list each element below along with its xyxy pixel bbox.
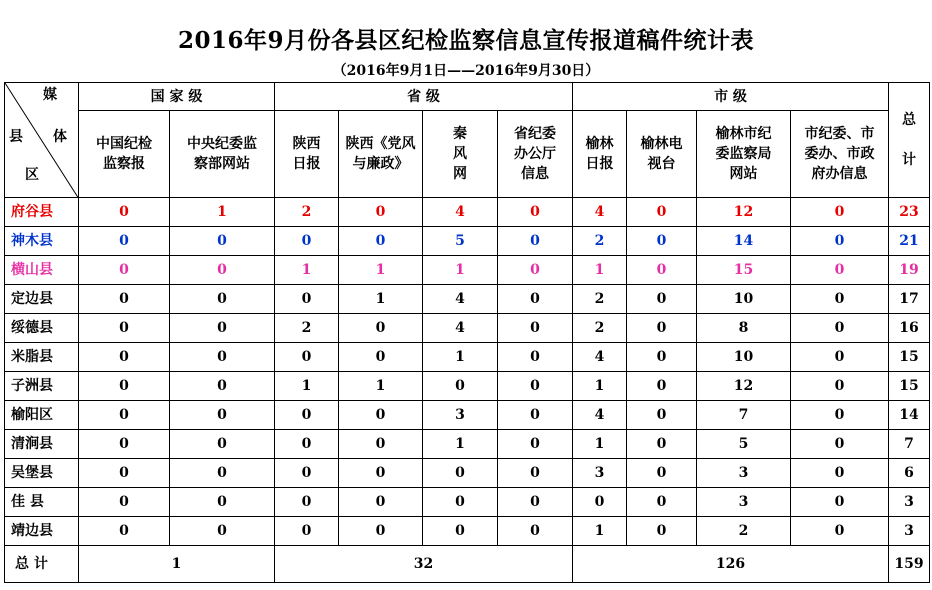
group-national: 国 家 级 bbox=[79, 83, 275, 111]
count-cell: 0 bbox=[627, 430, 697, 459]
count-cell: 3 bbox=[423, 401, 498, 430]
count-cell: 0 bbox=[498, 517, 573, 546]
count-cell: 2 bbox=[697, 517, 791, 546]
count-cell: 1 bbox=[573, 372, 627, 401]
table-row bbox=[5, 256, 930, 285]
count-cell: 4 bbox=[423, 285, 498, 314]
count-cell: 0 bbox=[791, 198, 889, 227]
row-total-cell: 15 bbox=[889, 343, 930, 372]
table-row bbox=[5, 198, 930, 227]
count-cell: 0 bbox=[170, 314, 275, 343]
table-row bbox=[5, 314, 930, 343]
statistics-table bbox=[4, 82, 930, 583]
count-cell: 0 bbox=[339, 314, 423, 343]
row-total-cell: 3 bbox=[889, 517, 930, 546]
count-cell: 0 bbox=[275, 430, 339, 459]
count-cell: 0 bbox=[423, 372, 498, 401]
count-cell: 0 bbox=[339, 343, 423, 372]
count-cell: 0 bbox=[627, 488, 697, 517]
count-cell: 0 bbox=[627, 343, 697, 372]
media-header-5: 省纪委 办公厅 信息 bbox=[498, 111, 573, 198]
corner-label-media-1: 媒 bbox=[43, 87, 57, 103]
count-cell: 14 bbox=[697, 227, 791, 256]
count-cell: 4 bbox=[423, 314, 498, 343]
row-total-cell: 7 bbox=[889, 430, 930, 459]
county-name: 米脂县 bbox=[5, 343, 79, 372]
count-cell: 0 bbox=[627, 256, 697, 285]
total-provincial: 32 bbox=[275, 546, 573, 583]
count-cell: 0 bbox=[498, 401, 573, 430]
count-cell: 0 bbox=[627, 227, 697, 256]
count-cell: 0 bbox=[170, 401, 275, 430]
count-cell: 0 bbox=[275, 285, 339, 314]
table-row bbox=[5, 372, 930, 401]
count-cell: 0 bbox=[791, 401, 889, 430]
count-cell: 12 bbox=[697, 198, 791, 227]
count-cell: 12 bbox=[697, 372, 791, 401]
county-name: 榆阳区 bbox=[5, 401, 79, 430]
county-name: 清涧县 bbox=[5, 430, 79, 459]
count-cell: 0 bbox=[275, 401, 339, 430]
row-total-cell: 21 bbox=[889, 227, 930, 256]
media-header-7: 榆林电 视台 bbox=[627, 111, 697, 198]
table-row bbox=[5, 343, 930, 372]
media-header-1: 中央纪委监 察部网站 bbox=[170, 111, 275, 198]
count-cell: 2 bbox=[573, 227, 627, 256]
count-cell: 0 bbox=[79, 198, 170, 227]
count-cell: 0 bbox=[627, 285, 697, 314]
count-cell: 10 bbox=[697, 285, 791, 314]
count-cell: 0 bbox=[423, 459, 498, 488]
count-cell: 0 bbox=[170, 343, 275, 372]
count-cell: 0 bbox=[423, 488, 498, 517]
count-cell: 1 bbox=[573, 430, 627, 459]
row-total-cell: 6 bbox=[889, 459, 930, 488]
table-row bbox=[5, 430, 930, 459]
count-cell: 2 bbox=[275, 314, 339, 343]
table-row bbox=[5, 517, 930, 546]
row-total-cell: 3 bbox=[889, 488, 930, 517]
count-cell: 3 bbox=[697, 459, 791, 488]
count-cell: 2 bbox=[275, 198, 339, 227]
media-header-9: 市纪委、市 委办、市政 府办信息 bbox=[791, 111, 889, 198]
table-row bbox=[5, 488, 930, 517]
count-cell: 0 bbox=[498, 198, 573, 227]
count-cell: 0 bbox=[791, 285, 889, 314]
count-cell: 0 bbox=[275, 488, 339, 517]
count-cell: 2 bbox=[573, 314, 627, 343]
count-cell: 0 bbox=[498, 227, 573, 256]
count-cell: 0 bbox=[498, 343, 573, 372]
county-name: 横山县 bbox=[5, 256, 79, 285]
page-title: 2016年9月份各县区纪检监察信息宣传报道稿件统计表 bbox=[177, 27, 755, 54]
row-total-cell: 19 bbox=[889, 256, 930, 285]
count-cell: 0 bbox=[79, 517, 170, 546]
count-cell: 1 bbox=[275, 256, 339, 285]
count-cell: 0 bbox=[170, 459, 275, 488]
header-corner-cell bbox=[5, 83, 79, 198]
count-cell: 0 bbox=[79, 488, 170, 517]
count-cell: 15 bbox=[697, 256, 791, 285]
count-cell: 0 bbox=[79, 401, 170, 430]
group-total: 总 计 bbox=[889, 83, 930, 198]
count-cell: 4 bbox=[573, 198, 627, 227]
corner-label-county-1: 县 bbox=[9, 129, 23, 145]
count-cell: 0 bbox=[627, 459, 697, 488]
count-cell: 0 bbox=[791, 372, 889, 401]
count-cell: 0 bbox=[170, 256, 275, 285]
media-header-4: 秦 风 网 bbox=[423, 111, 498, 198]
count-cell: 0 bbox=[79, 227, 170, 256]
count-cell: 0 bbox=[339, 430, 423, 459]
count-cell: 0 bbox=[627, 314, 697, 343]
count-cell: 0 bbox=[339, 401, 423, 430]
count-cell: 0 bbox=[170, 517, 275, 546]
media-header-6: 榆林 日报 bbox=[573, 111, 627, 198]
count-cell: 0 bbox=[339, 459, 423, 488]
count-cell: 0 bbox=[791, 430, 889, 459]
corner-label-county-2: 区 bbox=[25, 167, 39, 183]
county-name: 绥德县 bbox=[5, 314, 79, 343]
count-cell: 8 bbox=[697, 314, 791, 343]
count-cell: 1 bbox=[573, 256, 627, 285]
count-cell: 0 bbox=[791, 517, 889, 546]
row-total-cell: 14 bbox=[889, 401, 930, 430]
count-cell: 1 bbox=[275, 372, 339, 401]
count-cell: 0 bbox=[627, 372, 697, 401]
count-cell: 0 bbox=[498, 459, 573, 488]
count-cell: 0 bbox=[498, 372, 573, 401]
count-cell: 0 bbox=[627, 517, 697, 546]
county-name: 佳 县 bbox=[5, 488, 79, 517]
count-cell: 0 bbox=[791, 488, 889, 517]
count-cell: 0 bbox=[79, 372, 170, 401]
count-cell: 0 bbox=[170, 227, 275, 256]
corner-label-media-2: 体 bbox=[53, 129, 67, 145]
table-row bbox=[5, 285, 930, 314]
media-header-2: 陕西 日报 bbox=[275, 111, 339, 198]
count-cell: 0 bbox=[170, 285, 275, 314]
county-name: 府谷县 bbox=[5, 198, 79, 227]
count-cell: 3 bbox=[573, 459, 627, 488]
count-cell: 3 bbox=[697, 488, 791, 517]
table-row bbox=[5, 227, 930, 256]
row-total-cell: 17 bbox=[889, 285, 930, 314]
count-cell: 1 bbox=[573, 517, 627, 546]
count-cell: 0 bbox=[339, 488, 423, 517]
county-name: 定边县 bbox=[5, 285, 79, 314]
count-cell: 7 bbox=[697, 401, 791, 430]
county-name: 靖边县 bbox=[5, 517, 79, 546]
group-city: 市 级 bbox=[573, 83, 889, 111]
count-cell: 0 bbox=[275, 227, 339, 256]
count-cell: 0 bbox=[498, 314, 573, 343]
count-cell: 1 bbox=[423, 343, 498, 372]
count-cell: 1 bbox=[423, 256, 498, 285]
table-row bbox=[5, 459, 930, 488]
count-cell: 0 bbox=[791, 256, 889, 285]
totals-row bbox=[5, 546, 930, 583]
count-cell: 1 bbox=[423, 430, 498, 459]
count-cell: 0 bbox=[79, 430, 170, 459]
count-cell: 0 bbox=[170, 488, 275, 517]
count-cell: 0 bbox=[275, 459, 339, 488]
count-cell: 1 bbox=[339, 256, 423, 285]
count-cell: 0 bbox=[627, 198, 697, 227]
date-range-subtitle: （2016年9月1日——2016年9月30日） bbox=[332, 63, 600, 79]
count-cell: 0 bbox=[627, 401, 697, 430]
count-cell: 0 bbox=[79, 256, 170, 285]
row-total-cell: 15 bbox=[889, 372, 930, 401]
count-cell: 0 bbox=[79, 314, 170, 343]
totals-label: 总 计 bbox=[5, 546, 79, 583]
county-name: 子洲县 bbox=[5, 372, 79, 401]
count-cell: 0 bbox=[79, 459, 170, 488]
count-cell: 1 bbox=[339, 372, 423, 401]
count-cell: 0 bbox=[79, 343, 170, 372]
media-header-8: 榆林市纪 委监察局 网站 bbox=[697, 111, 791, 198]
count-cell: 1 bbox=[339, 285, 423, 314]
count-cell: 0 bbox=[170, 372, 275, 401]
count-cell: 0 bbox=[573, 488, 627, 517]
count-cell: 0 bbox=[791, 459, 889, 488]
group-provincial: 省 级 bbox=[275, 83, 573, 111]
count-cell: 0 bbox=[275, 517, 339, 546]
count-cell: 4 bbox=[573, 343, 627, 372]
count-cell: 1 bbox=[170, 198, 275, 227]
count-cell: 0 bbox=[79, 285, 170, 314]
count-cell: 0 bbox=[498, 285, 573, 314]
row-total-cell: 23 bbox=[889, 198, 930, 227]
count-cell: 0 bbox=[498, 488, 573, 517]
total-city: 126 bbox=[573, 546, 889, 583]
total-grand: 159 bbox=[889, 546, 930, 583]
county-name: 吴堡县 bbox=[5, 459, 79, 488]
count-cell: 2 bbox=[573, 285, 627, 314]
media-header-0: 中国纪检 监察报 bbox=[79, 111, 170, 198]
count-cell: 0 bbox=[791, 343, 889, 372]
total-national: 1 bbox=[79, 546, 275, 583]
media-header-3: 陕西《党风 与廉政》 bbox=[339, 111, 423, 198]
count-cell: 0 bbox=[498, 256, 573, 285]
count-cell: 0 bbox=[498, 430, 573, 459]
count-cell: 5 bbox=[423, 227, 498, 256]
count-cell: 0 bbox=[339, 198, 423, 227]
count-cell: 0 bbox=[791, 227, 889, 256]
count-cell: 0 bbox=[170, 430, 275, 459]
count-cell: 4 bbox=[423, 198, 498, 227]
count-cell: 0 bbox=[339, 227, 423, 256]
count-cell: 0 bbox=[339, 517, 423, 546]
count-cell: 0 bbox=[275, 343, 339, 372]
county-name: 神木县 bbox=[5, 227, 79, 256]
table-row bbox=[5, 401, 930, 430]
count-cell: 5 bbox=[697, 430, 791, 459]
row-total-cell: 16 bbox=[889, 314, 930, 343]
count-cell: 0 bbox=[791, 314, 889, 343]
count-cell: 4 bbox=[573, 401, 627, 430]
count-cell: 10 bbox=[697, 343, 791, 372]
count-cell: 0 bbox=[423, 517, 498, 546]
